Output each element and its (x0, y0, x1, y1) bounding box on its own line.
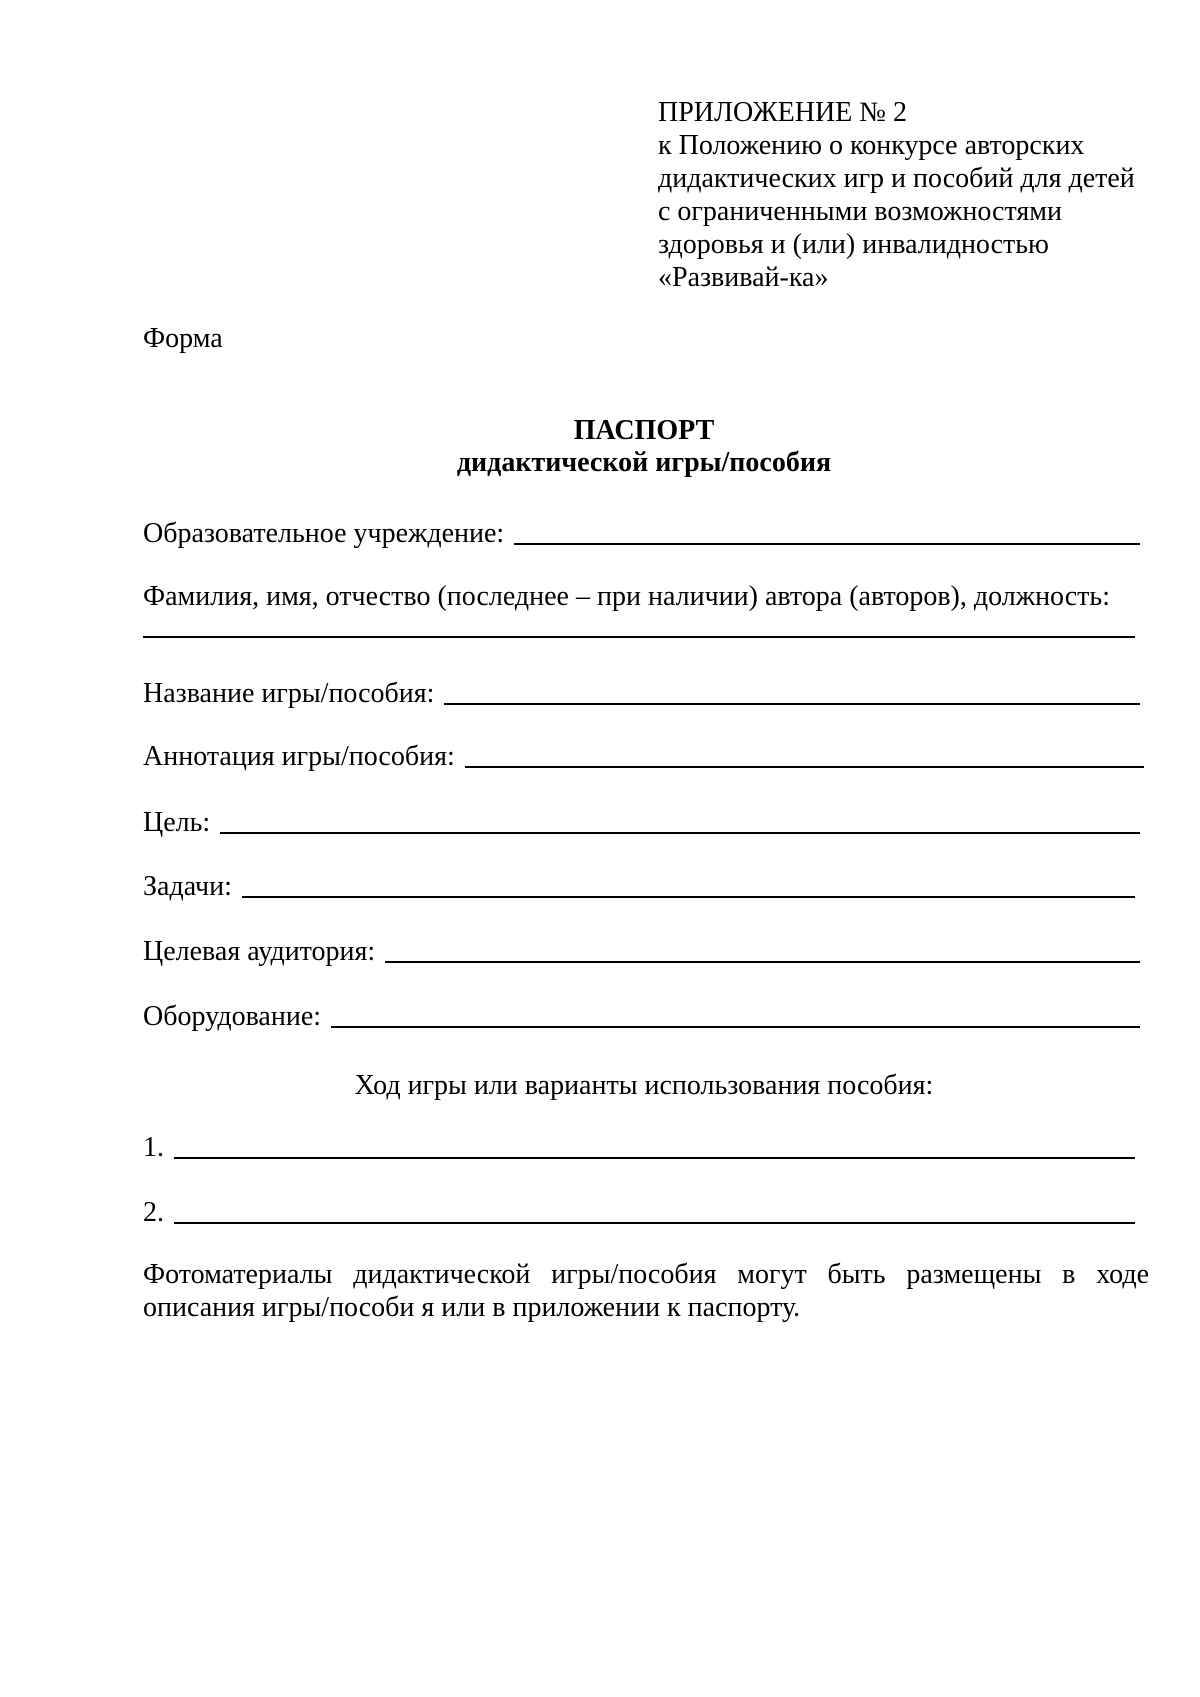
appendix-header (658, 96, 1178, 294)
course-heading: Ход игры или варианты использования пособия: (354, 1070, 934, 1101)
document-subtitle: дидактической игры/пособия (456, 447, 832, 478)
note-line: описания игры/пособи я или в приложении к паспорту. (143, 1292, 801, 1323)
field-label: Задачи: (143, 871, 232, 902)
field-label: Образовательное учреждение: (143, 518, 505, 549)
appendix-line: с ограниченными возможностями (658, 196, 1062, 227)
field-institution (143, 517, 1140, 550)
fill-line[interactable] (385, 937, 1140, 963)
field-label: Целевая аудитория: (143, 936, 376, 967)
fill-line[interactable] (174, 1198, 1135, 1224)
note-line: Фотоматериалы дидактической игры/пособия могут быть размещены в ходе (143, 1259, 1149, 1290)
fill-line[interactable] (331, 1002, 1140, 1028)
field-audience (143, 935, 1140, 968)
field-author (143, 580, 1140, 613)
field-label: Фамилия, имя, отчество (последнее – при наличии) автора (авторов), должность: (143, 581, 1110, 612)
fill-line[interactable] (174, 1133, 1135, 1159)
appendix-line: «Развивай-ка» (658, 262, 829, 293)
field-label: Аннотация игры/пособия: (143, 741, 455, 772)
document-title: ПАСПОРТ (573, 415, 715, 446)
fill-line-author[interactable] (143, 636, 1135, 638)
appendix-line: к Положению о конкурсе авторских (658, 130, 1085, 161)
appendix-line: дидактических игр и пособий для детей (658, 163, 1135, 194)
form-label: Форма (143, 323, 223, 354)
field-label: Оборудование: (143, 1001, 322, 1032)
appendix-number: ПРИЛОЖЕНИЕ № 2 (658, 97, 907, 128)
field-name (143, 677, 1140, 710)
appendix-line: здоровья и (или) инвалидностью (658, 229, 1049, 260)
fill-line[interactable] (220, 808, 1140, 834)
fill-line[interactable] (465, 742, 1144, 768)
field-annotation (143, 740, 1144, 773)
field-label: Цель: (143, 807, 211, 838)
field-equipment (143, 1000, 1140, 1033)
step-number: 2. (143, 1197, 164, 1228)
photo-note (143, 1258, 1149, 1324)
field-tasks (143, 870, 1135, 903)
field-label: Название игры/пособия: (143, 678, 435, 709)
field-goal (143, 806, 1140, 839)
step-1 (143, 1131, 1135, 1164)
fill-line[interactable] (444, 679, 1140, 705)
step-2 (143, 1196, 1135, 1229)
fill-line[interactable] (242, 872, 1135, 898)
step-number: 1. (143, 1132, 164, 1163)
fill-line[interactable] (514, 519, 1140, 545)
